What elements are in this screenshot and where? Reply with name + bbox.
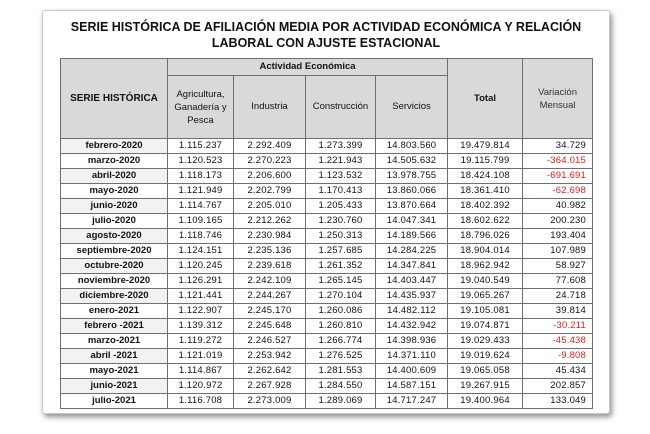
cell-variacion: -9.808 bbox=[523, 349, 593, 364]
table-row bbox=[61, 394, 593, 409]
cell-construccion: 1.270.104 bbox=[306, 289, 376, 304]
cell-industria: 2.273.009 bbox=[234, 394, 306, 409]
header-variacion: Variación Mensual bbox=[523, 59, 593, 139]
table-header bbox=[61, 59, 593, 139]
cell-servicios: 14.403.447 bbox=[376, 274, 448, 289]
cell-total: 19.074.871 bbox=[448, 319, 523, 334]
cell-mes: octubre-2020 bbox=[61, 259, 168, 274]
cell-total: 18.602.622 bbox=[448, 214, 523, 229]
cell-industria: 2.267.928 bbox=[234, 379, 306, 394]
cell-mes: noviembre-2020 bbox=[61, 274, 168, 289]
cell-servicios: 14.284.225 bbox=[376, 244, 448, 259]
cell-total: 19.019.624 bbox=[448, 349, 523, 364]
cell-agricultura: 1.120.972 bbox=[168, 379, 234, 394]
table-row bbox=[61, 139, 593, 154]
cell-construccion: 1.205.433 bbox=[306, 199, 376, 214]
cell-construccion: 1.289.069 bbox=[306, 394, 376, 409]
cell-servicios: 14.587.151 bbox=[376, 379, 448, 394]
table-row bbox=[61, 184, 593, 199]
cell-agricultura: 1.121.441 bbox=[168, 289, 234, 304]
cell-mes: junio-2020 bbox=[61, 199, 168, 214]
cell-servicios: 14.347.841 bbox=[376, 259, 448, 274]
cell-agricultura: 1.116.708 bbox=[168, 394, 234, 409]
cell-construccion: 1.284.550 bbox=[306, 379, 376, 394]
cell-agricultura: 1.139.312 bbox=[168, 319, 234, 334]
cell-mes: julio-2020 bbox=[61, 214, 168, 229]
cell-industria: 2.235.136 bbox=[234, 244, 306, 259]
cell-variacion: 200.230 bbox=[523, 214, 593, 229]
cell-agricultura: 1.114.867 bbox=[168, 364, 234, 379]
cell-agricultura: 1.126.291 bbox=[168, 274, 234, 289]
header-servicios: Servicios bbox=[376, 76, 448, 139]
cell-variacion: 77.608 bbox=[523, 274, 593, 289]
cell-variacion: -364.015 bbox=[523, 154, 593, 169]
cell-total: 18.962.942 bbox=[448, 259, 523, 274]
cell-construccion: 1.230.760 bbox=[306, 214, 376, 229]
cell-industria: 2.202.799 bbox=[234, 184, 306, 199]
cell-variacion: 45.434 bbox=[523, 364, 593, 379]
cell-industria: 2.270.223 bbox=[234, 154, 306, 169]
cell-industria: 2.245.648 bbox=[234, 319, 306, 334]
cell-agricultura: 1.124.151 bbox=[168, 244, 234, 259]
cell-servicios: 13.870.664 bbox=[376, 199, 448, 214]
cell-servicios: 14.435.937 bbox=[376, 289, 448, 304]
table-row bbox=[61, 364, 593, 379]
table-row bbox=[61, 349, 593, 364]
cell-mes: febrero -2021 bbox=[61, 319, 168, 334]
cell-agricultura: 1.120.245 bbox=[168, 259, 234, 274]
cell-construccion: 1.123.532 bbox=[306, 169, 376, 184]
cell-variacion: 39.814 bbox=[523, 304, 593, 319]
cell-mes: mayo-2021 bbox=[61, 364, 168, 379]
header-actividad: Actividad Económica bbox=[168, 59, 448, 76]
cell-servicios: 14.505.632 bbox=[376, 154, 448, 169]
cell-industria: 2.246.527 bbox=[234, 334, 306, 349]
cell-variacion: 193.404 bbox=[523, 229, 593, 244]
cell-mes: agosto-2020 bbox=[61, 229, 168, 244]
cell-mes: marzo-2020 bbox=[61, 154, 168, 169]
cell-variacion: 40.982 bbox=[523, 199, 593, 214]
document-title bbox=[43, 19, 609, 51]
cell-construccion: 1.261.352 bbox=[306, 259, 376, 274]
cell-industria: 2.244.267 bbox=[234, 289, 306, 304]
table-row bbox=[61, 379, 593, 394]
cell-total: 18.904.014 bbox=[448, 244, 523, 259]
table-row bbox=[61, 259, 593, 274]
table-row bbox=[61, 334, 593, 349]
cell-mes: julio-2021 bbox=[61, 394, 168, 409]
cell-variacion: -691.691 bbox=[523, 169, 593, 184]
cell-industria: 2.205.010 bbox=[234, 199, 306, 214]
cell-mes: mayo-2020 bbox=[61, 184, 168, 199]
cell-industria: 2.230.984 bbox=[234, 229, 306, 244]
cell-servicios: 14.398.936 bbox=[376, 334, 448, 349]
cell-variacion: 202.857 bbox=[523, 379, 593, 394]
cell-mes: marzo-2021 bbox=[61, 334, 168, 349]
cell-total: 19.479.814 bbox=[448, 139, 523, 154]
cell-variacion: 24.718 bbox=[523, 289, 593, 304]
cell-variacion: 107.989 bbox=[523, 244, 593, 259]
cell-construccion: 1.273.399 bbox=[306, 139, 376, 154]
cell-variacion: -62.698 bbox=[523, 184, 593, 199]
cell-variacion: 133.049 bbox=[523, 394, 593, 409]
cell-industria: 2.242.109 bbox=[234, 274, 306, 289]
document-card bbox=[42, 10, 610, 414]
header-industria: Industria bbox=[234, 76, 306, 139]
header-construccion: Construcción bbox=[306, 76, 376, 139]
cell-construccion: 1.257.685 bbox=[306, 244, 376, 259]
cell-total: 19.065.058 bbox=[448, 364, 523, 379]
table-row bbox=[61, 244, 593, 259]
cell-total: 18.361.410 bbox=[448, 184, 523, 199]
cell-variacion: -30.211 bbox=[523, 319, 593, 334]
cell-total: 18.796.026 bbox=[448, 229, 523, 244]
cell-industria: 2.262.642 bbox=[234, 364, 306, 379]
cell-industria: 2.253.942 bbox=[234, 349, 306, 364]
cell-construccion: 1.170.413 bbox=[306, 184, 376, 199]
cell-servicios: 14.400.609 bbox=[376, 364, 448, 379]
cell-industria: 2.245.170 bbox=[234, 304, 306, 319]
cell-construccion: 1.260.086 bbox=[306, 304, 376, 319]
cell-variacion: 58.927 bbox=[523, 259, 593, 274]
cell-industria: 2.239.618 bbox=[234, 259, 306, 274]
cell-industria: 2.206.600 bbox=[234, 169, 306, 184]
cell-agricultura: 1.122.907 bbox=[168, 304, 234, 319]
cell-servicios: 14.482.112 bbox=[376, 304, 448, 319]
cell-mes: abril -2021 bbox=[61, 349, 168, 364]
cell-construccion: 1.281.553 bbox=[306, 364, 376, 379]
cell-construccion: 1.250.313 bbox=[306, 229, 376, 244]
cell-total: 19.115.799 bbox=[448, 154, 523, 169]
cell-servicios: 14.432.942 bbox=[376, 319, 448, 334]
cell-mes: diciembre-2020 bbox=[61, 289, 168, 304]
cell-total: 19.105.081 bbox=[448, 304, 523, 319]
header-agricultura: Agricultura, Ganadería y Pesca bbox=[168, 76, 234, 139]
cell-agricultura: 1.120.523 bbox=[168, 154, 234, 169]
table-row bbox=[61, 319, 593, 334]
cell-mes: enero-2021 bbox=[61, 304, 168, 319]
cell-servicios: 14.189.566 bbox=[376, 229, 448, 244]
cell-agricultura: 1.114.767 bbox=[168, 199, 234, 214]
cell-total: 18.402.392 bbox=[448, 199, 523, 214]
affiliation-table bbox=[60, 58, 593, 409]
cell-servicios: 14.047.341 bbox=[376, 214, 448, 229]
cell-variacion: 34.729 bbox=[523, 139, 593, 154]
cell-construccion: 1.221.943 bbox=[306, 154, 376, 169]
table-row bbox=[61, 199, 593, 214]
cell-industria: 2.292.409 bbox=[234, 139, 306, 154]
cell-agricultura: 1.118.173 bbox=[168, 169, 234, 184]
cell-total: 18.424.108 bbox=[448, 169, 523, 184]
cell-agricultura: 1.121.949 bbox=[168, 184, 234, 199]
cell-servicios: 14.803.560 bbox=[376, 139, 448, 154]
title-line-2: LABORAL CON AJUSTE ESTACIONAL bbox=[211, 36, 441, 50]
cell-construccion: 1.266.774 bbox=[306, 334, 376, 349]
cell-mes: abril-2020 bbox=[61, 169, 168, 184]
cell-construccion: 1.276.525 bbox=[306, 349, 376, 364]
cell-agricultura: 1.109.165 bbox=[168, 214, 234, 229]
cell-mes: septiembre-2020 bbox=[61, 244, 168, 259]
cell-agricultura: 1.115.237 bbox=[168, 139, 234, 154]
cell-servicios: 14.717.247 bbox=[376, 394, 448, 409]
cell-construccion: 1.260.810 bbox=[306, 319, 376, 334]
cell-total: 19.029.433 bbox=[448, 334, 523, 349]
cell-industria: 2.212.262 bbox=[234, 214, 306, 229]
cell-mes: junio-2021 bbox=[61, 379, 168, 394]
cell-total: 19.267.915 bbox=[448, 379, 523, 394]
table-row bbox=[61, 304, 593, 319]
table-body bbox=[61, 139, 593, 409]
cell-variacion: -45.438 bbox=[523, 334, 593, 349]
cell-agricultura: 1.119.272 bbox=[168, 334, 234, 349]
cell-servicios: 14.371.110 bbox=[376, 349, 448, 364]
header-serie: SERIE HISTÓRICA bbox=[61, 59, 168, 139]
table-row bbox=[61, 229, 593, 244]
table-row bbox=[61, 274, 593, 289]
cell-servicios: 13.860.066 bbox=[376, 184, 448, 199]
cell-agricultura: 1.121.019 bbox=[168, 349, 234, 364]
cell-agricultura: 1.118.746 bbox=[168, 229, 234, 244]
table-row bbox=[61, 154, 593, 169]
table-row bbox=[61, 214, 593, 229]
table-row bbox=[61, 289, 593, 304]
cell-total: 19.040.549 bbox=[448, 274, 523, 289]
cell-servicios: 13.978.755 bbox=[376, 169, 448, 184]
title-line-1: SERIE HISTÓRICA DE AFILIACIÓN MEDIA POR ACTIVIDAD ECONÓMICA Y RELACIÓN bbox=[70, 20, 582, 34]
cell-mes: febrero-2020 bbox=[61, 139, 168, 154]
cell-total: 19.400.964 bbox=[448, 394, 523, 409]
header-total: Total bbox=[448, 59, 523, 139]
cell-construccion: 1.265.145 bbox=[306, 274, 376, 289]
table-row bbox=[61, 169, 593, 184]
cell-total: 19.065.267 bbox=[448, 289, 523, 304]
